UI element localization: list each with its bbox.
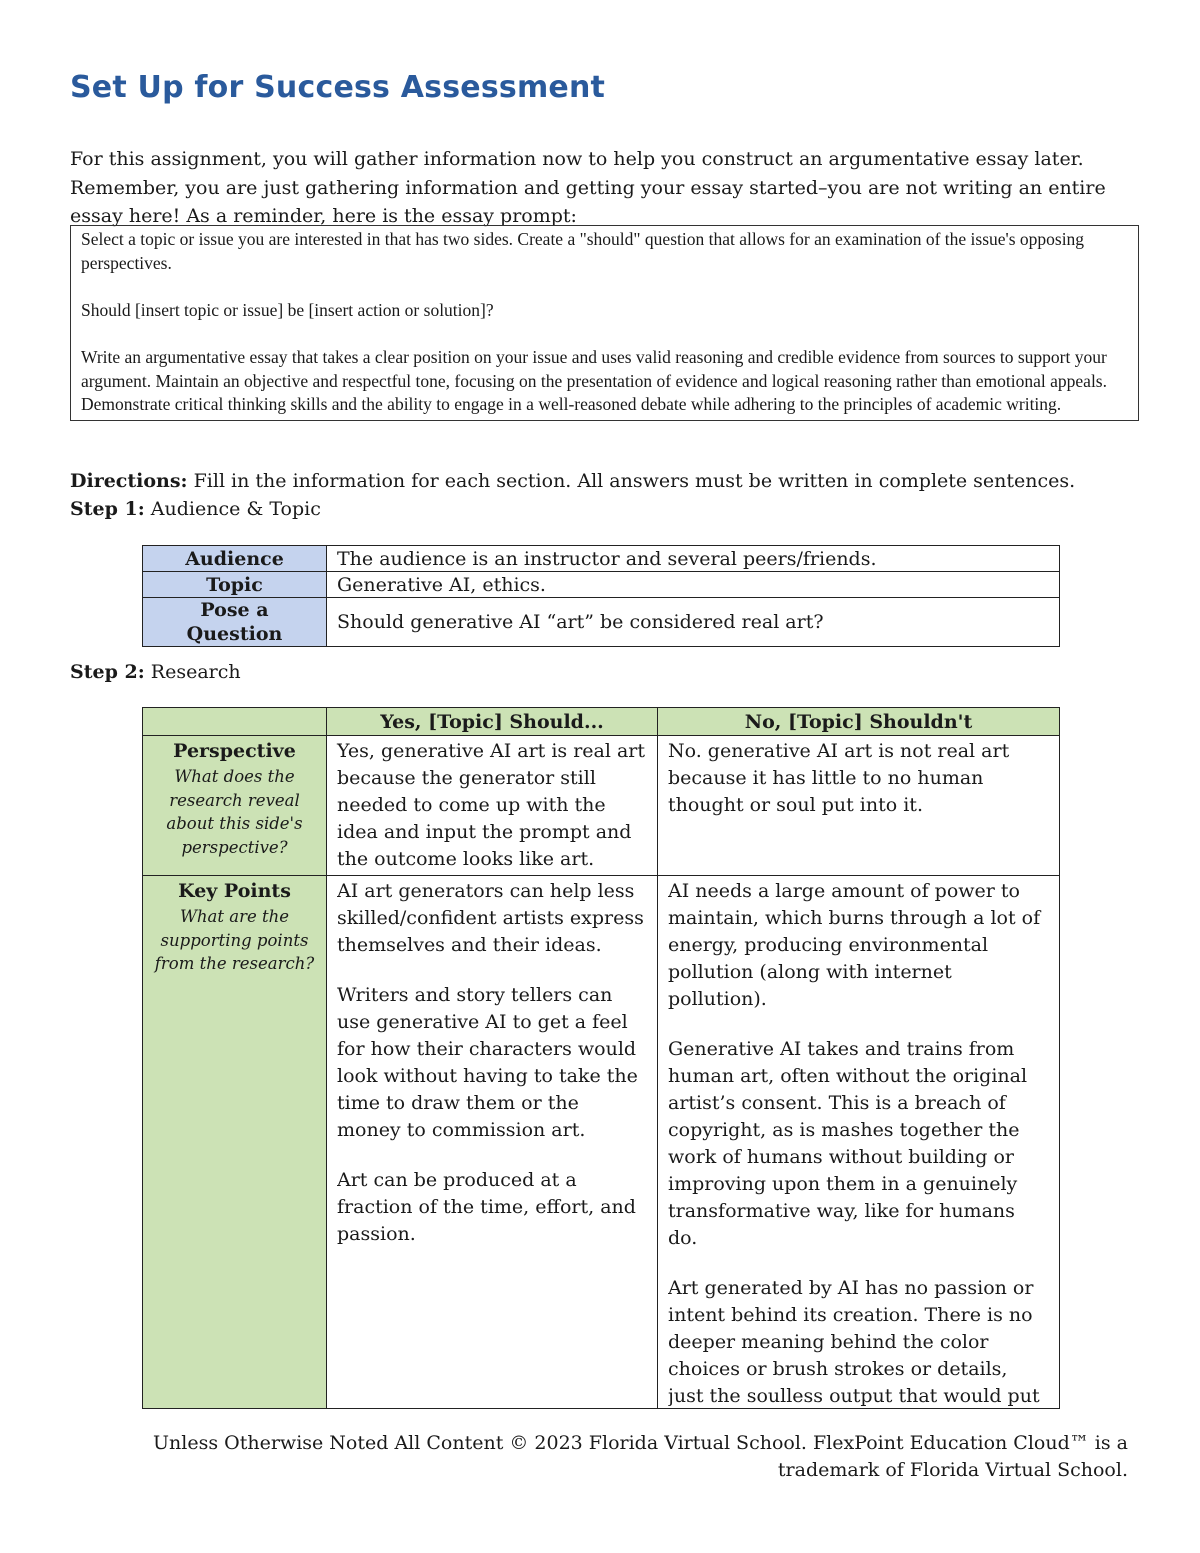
question-value: Should generative AI “art” be considered real art? (327, 598, 1060, 647)
key-points-sublabel: What are the supporting points from the research? (154, 907, 315, 973)
prompt-paragraph-2: Should [insert topic or issue] be [insert action or solution]? (81, 299, 494, 320)
intro-paragraph: For this assignment, you will gather information now to help you construct an argumentative essay later. Remember, you are just gathering information and getting your essay started–you are not writing an entire essay here! As a reminder, here is the essay prompt: (70, 148, 1106, 227)
audience-value: The audience is an instructor and several peers/friends. (327, 546, 1060, 572)
step1-line (70, 496, 1150, 524)
footer-copyright: Unless Otherwise Noted All Content © 2023 Florida Virtual School. FlexPoint Education Cloud™ is a trademark of Florida Virtual School. (153, 1432, 1128, 1481)
perspective-label-cell (143, 736, 327, 876)
topic-label: Topic (143, 572, 327, 598)
directions-line (70, 468, 1150, 496)
yes-point-2: Writers and story tellers can use generative AI to get a feel for how their characters would look without having to take the time to draw them or the money to commission art. (337, 984, 638, 1141)
table-row (143, 598, 1060, 647)
directions-label: Directions: (70, 470, 188, 492)
page-title: Set Up for Success Assessment (70, 70, 606, 105)
yes-point-1: AI art generators can help less skilled/confident artists express themselves and their ideas. (337, 880, 644, 956)
research-table (142, 707, 1060, 1409)
no-point-2: Generative AI takes and trains from human art, often without the original artist’s consent. This is a breach of copyright, as is mashes together the work of humans without building or improving upon them in a genuinely transformative way, like for humans do. (668, 1038, 1028, 1249)
key-points-yes (327, 876, 658, 1409)
directions (70, 468, 1150, 523)
header-no: No, [Topic] Shouldn't (658, 708, 1060, 736)
audience-label: Audience (143, 546, 327, 572)
perspective-yes: Yes, generative AI art is real art because the generator still needed to come up with the idea and input the prompt and the outcome looks like art. (327, 736, 658, 876)
header-blank (143, 708, 327, 736)
prompt-paragraph-1: Select a topic or issue you are interested in that has two sides. Create a "should" question that allows for an examination of the issue's opposing perspectives. (81, 229, 1085, 273)
audience-topic-table (142, 545, 1060, 647)
key-points-label-cell (143, 876, 327, 1409)
step1-text: Audience & Topic (144, 497, 321, 520)
research-header-row (143, 708, 1060, 736)
topic-value: Generative AI, ethics. (327, 572, 1060, 598)
essay-prompt-box (70, 225, 1139, 421)
perspective-no: No. generative AI art is not real art because it has little to no human thought or soul put into it. (658, 736, 1060, 876)
perspective-sublabel: What does the research reveal about this side's perspective? (166, 767, 303, 857)
yes-point-3: Art can be produced at a fraction of the time, effort, and passion. (337, 1169, 636, 1245)
question-label: Pose a Question (143, 598, 327, 647)
no-point-3: Art generated by AI has no passion or intent behind its creation. There is no deeper meaning behind the color choices or brush strokes or details, just the soulless output that would put (668, 1277, 1040, 1406)
table-row (143, 572, 1060, 598)
step1-label: Step 1: (70, 497, 145, 520)
perspective-label: Perspective (173, 740, 296, 762)
step2-line (70, 659, 241, 686)
directions-text: Fill in the information for each section. All answers must be written in complete sentences. (187, 470, 1076, 492)
perspective-row (143, 736, 1060, 876)
key-points-row (143, 876, 1060, 1409)
prompt-paragraph-3: Write an argumentative essay that takes a clear position on your issue and uses valid reasoning and credible evidence from sources to support your argument. Maintain an objective and respectful tone, focusing on the presentation of evidence and logical reasoning rather than emotional appeals. Demonstrate critical thinking skills and the ability to engage in a well-reasoned debate while adhering to the principles of academic writing. (81, 346, 1107, 415)
no-point-1: AI needs a large amount of power to maintain, which burns through a lot of energy, producing environmental pollution (along with internet pollution). (668, 880, 1041, 1010)
table-row (143, 546, 1060, 572)
header-yes: Yes, [Topic] Should... (327, 708, 658, 736)
key-points-no (658, 876, 1060, 1409)
step2-label: Step 2: (70, 661, 145, 683)
step2-text: Research (144, 661, 241, 683)
key-points-label: Key Points (178, 880, 291, 902)
